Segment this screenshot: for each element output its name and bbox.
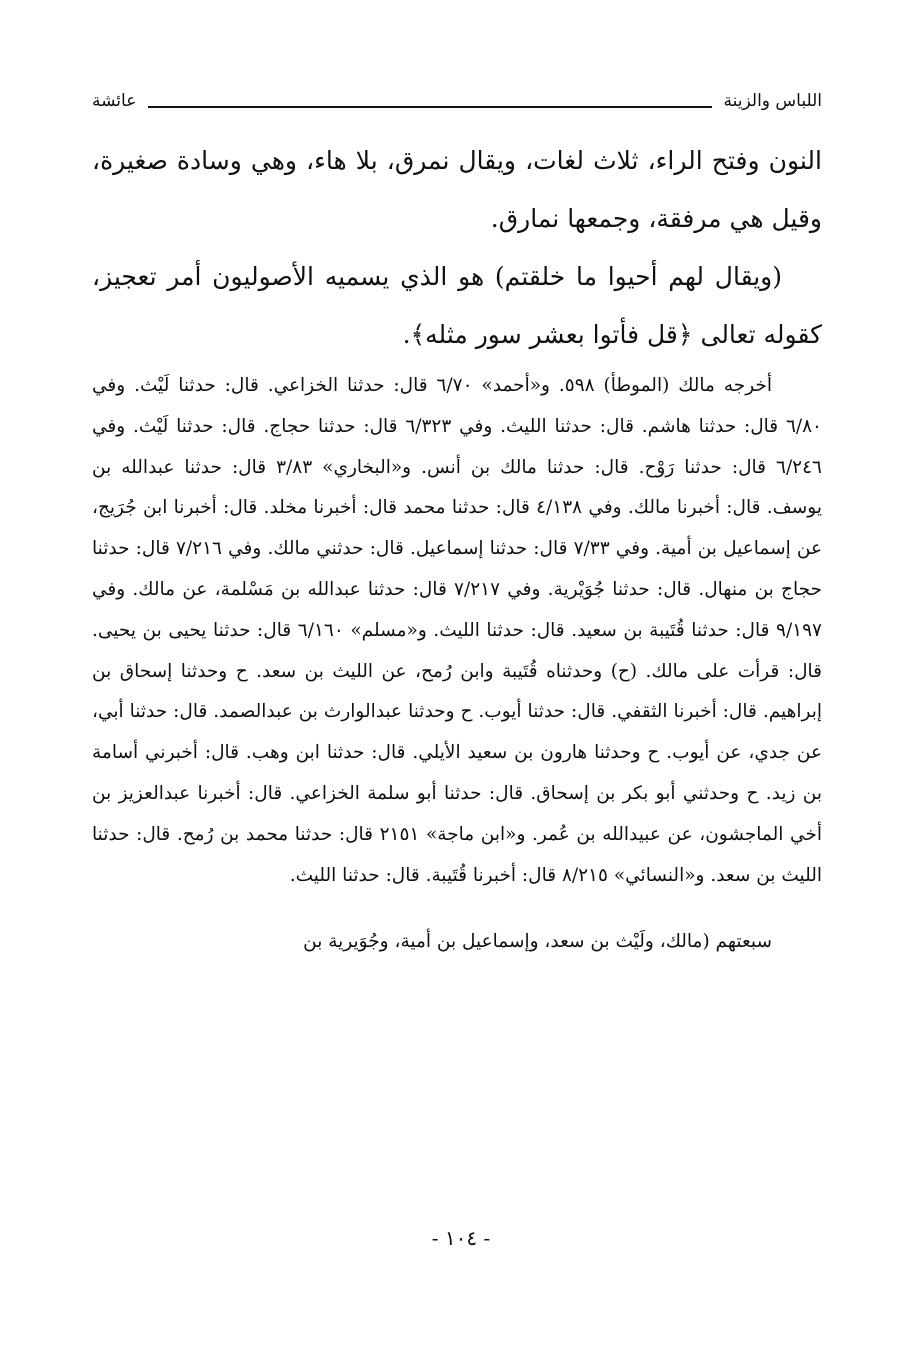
book-title: اللباس والزينة xyxy=(723,91,822,111)
main-text xyxy=(92,132,822,364)
running-header xyxy=(92,88,822,114)
summary-note: سبعتهم (مالك، ولَيْث بن سعد، وإسماعيل بن أمية، وجُوَيرية بن xyxy=(303,931,772,953)
section-title: عائشة xyxy=(92,91,137,111)
footnotes xyxy=(92,366,822,963)
main-paragraph: النون وفتح الراء، ثلاث لغات، ويقال نمرق، بلا هاء، وهي وسادة صغيرة، وقيل هي مرفقة، وجمعها نمارق. xyxy=(92,146,822,233)
page-number: - ١٠٤ - xyxy=(431,1226,491,1250)
header-rule xyxy=(148,106,711,108)
takhrij-note: أخرجه مالك (الموطأ) ٥٩٨. و«أحمد» ٦/٧٠ قال: حدثنا الخزاعي. قال: حدثنا لَيْث. وفي ٦/٨٠ قال: حدثنا هاشم. قال: حدثنا الليث. وفي ٦/٣٢٣ قال: حدثنا حجاج. قال: حدثنا لَيْث. وفي ٦/٢٤٦ قال: حدثنا رَوْح. قال: حدثنا مالك بن أنس. و«البخاري» ٣/٨٣ قال: حدثنا عبدالله بن يوسف. قال: أخبرنا مالك. وفي ٤/١٣٨ قال: حدثنا محمد قال: أخبرنا مخلد. قال: أخبرنا ابن جُرَيج، عن إسماعيل بن أمية. وفي ٧/٣٣ قال: حدثنا إسماعيل. قال: حدثني مالك. وفي ٧/٢١٦ قال: حدثنا حجاج بن منهال. قال: حدثنا جُوَيْرية. وفي ٧/٢١٧ قال: حدثنا عبدالله بن مَسْلمة، عن مالك. وفي ٩/١٩٧ قال: حدثنا قُتَيبة بن سعيد. قال: حدثنا الليث. و«مسلم» ٦/١٦٠ قال: حدثنا يحيى بن يحيى. قال: قرأت على مالك. (ح) وحدثناه قُتَيبة وابن رُمح، عن الليث بن سعد. ح وحدثنا إسحاق بن إبراهيم. قال: أخبرنا الثقفي. قال: حدثنا أيوب. ح وحدثنا عبدالوارث بن عبدالصمد. قال: حدثنا أبي، عن جدي، عن أيوب. ح وحدثنا هارون بن سعيد الأيلي. قال: حدثنا ابن وهب. قال: أخبرني أسامة بن زيد. ح وحدثني أبو بكر بن إسحاق. قال: حدثنا أبو سلمة الخزاعي. قال: أخبرنا عبدالعزيز بن أخي الماجشون، عن عبيدالله بن عُمر. و«ابن ماجة» ٢١٥١ قال: حدثنا محمد بن رُمح. قال: حدثنا الليث بن سعد. و«النسائي» ٨/٢١٥ قال: أخبرنا قُتَيبة. قال: حدثنا الليث. xyxy=(92,375,822,886)
main-paragraph: (ويقال لهم أحيوا ما خلقتم) هو الذي يسميه الأصوليون أمر تعجيز، كقوله تعالى ﴿قل فأتوا بعشر سور مثله﴾. xyxy=(92,262,822,349)
